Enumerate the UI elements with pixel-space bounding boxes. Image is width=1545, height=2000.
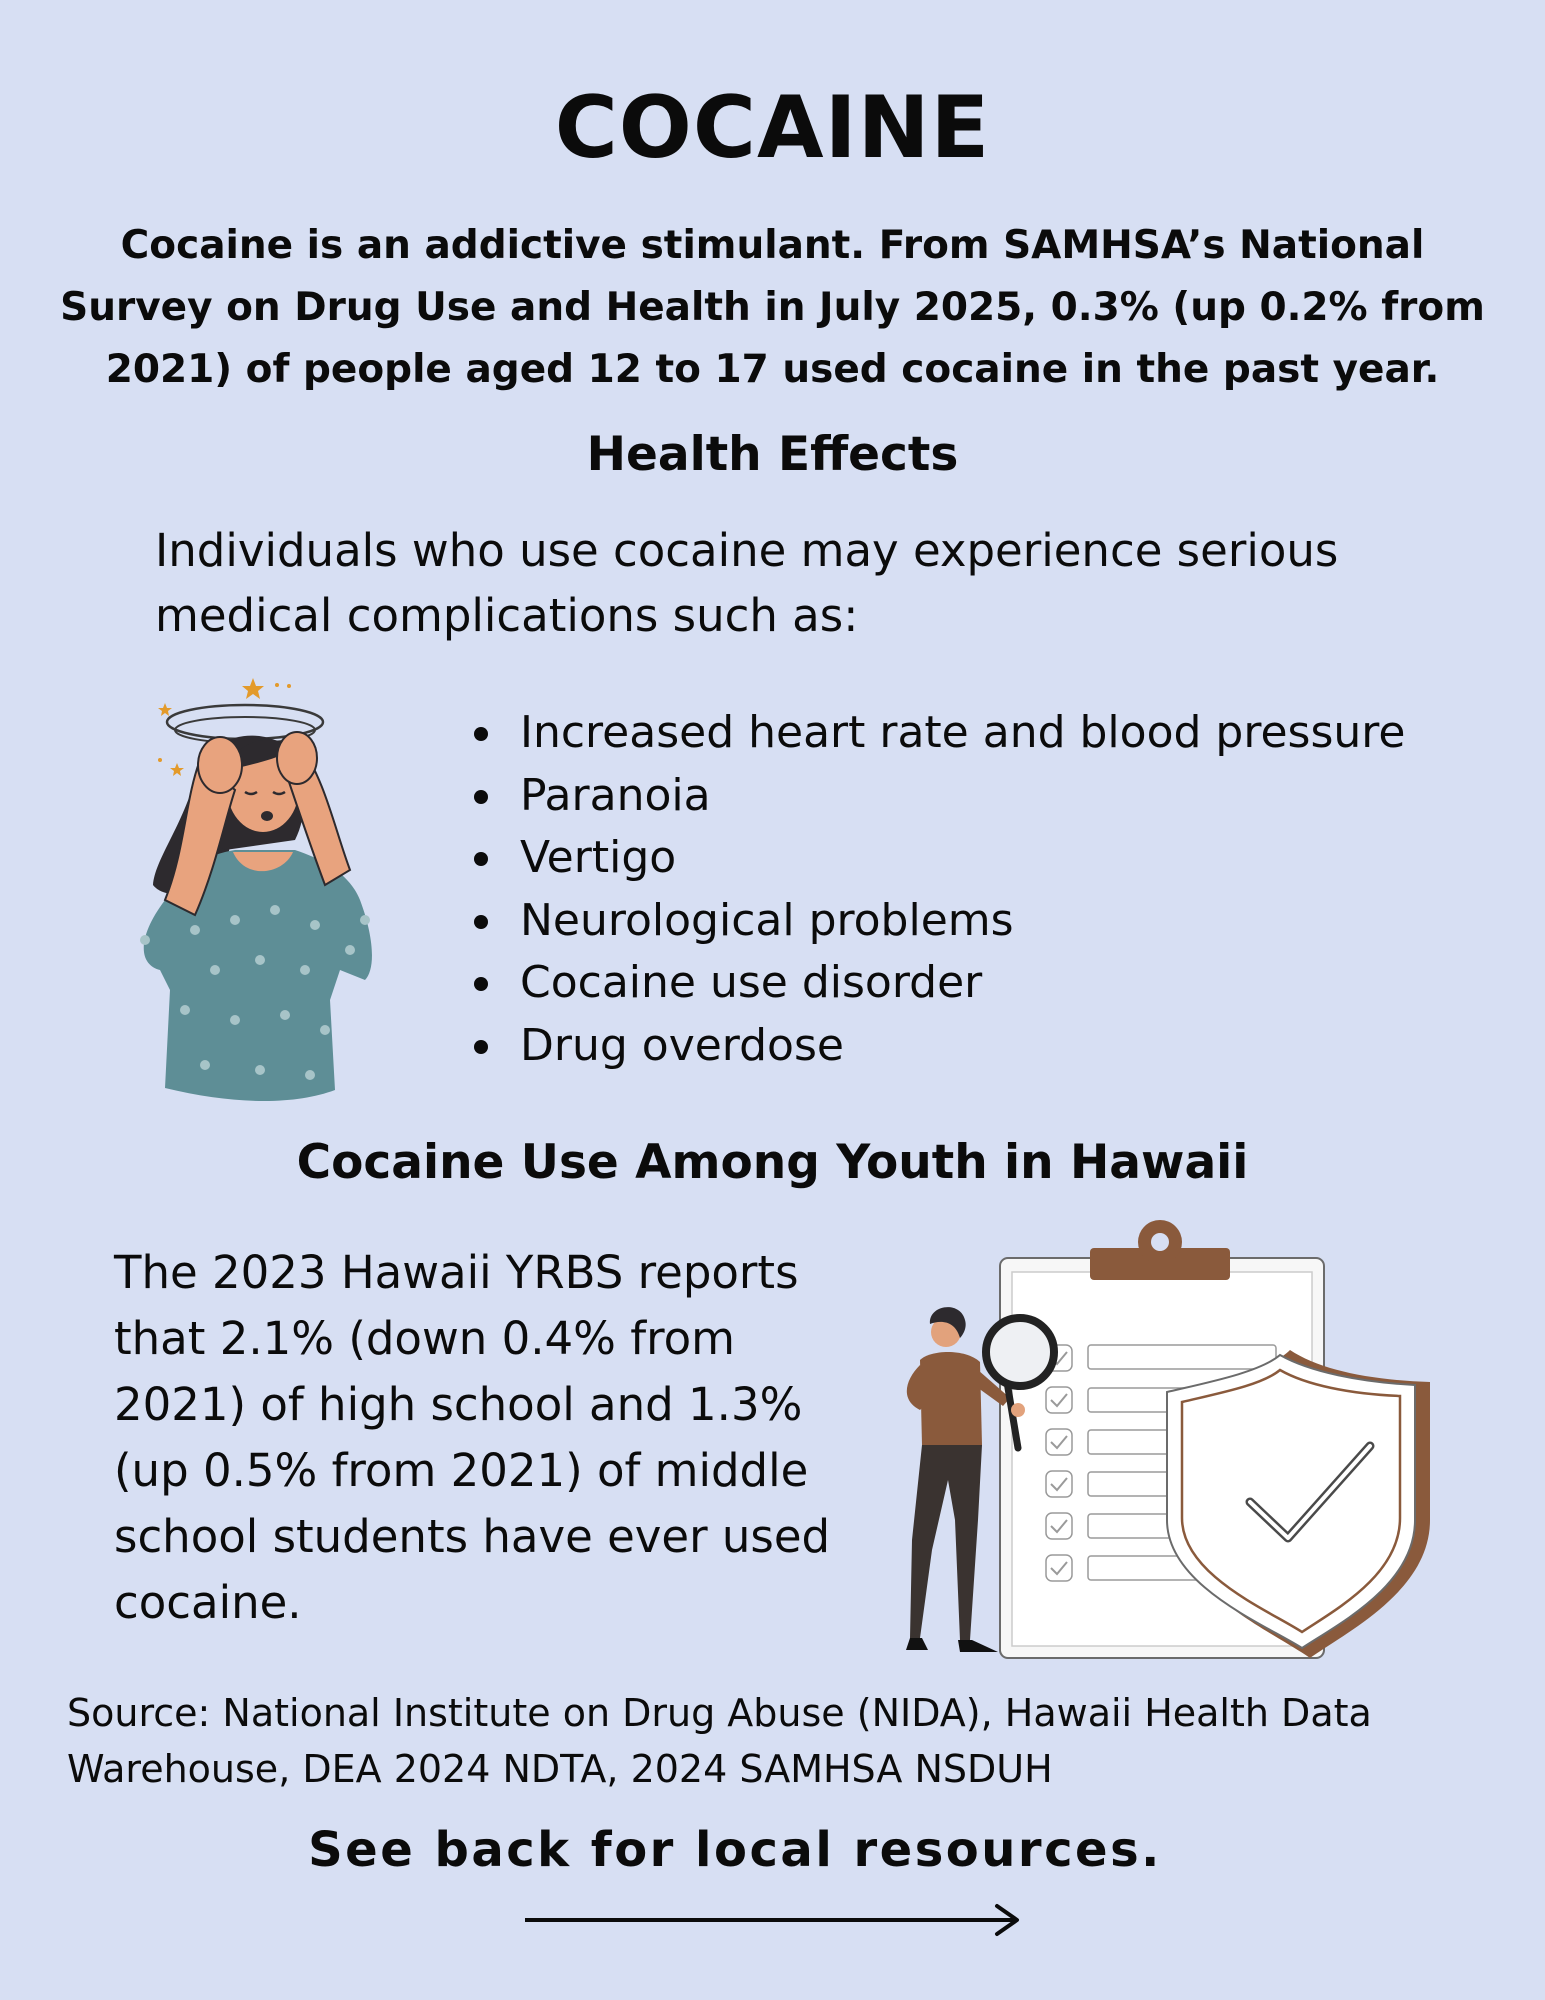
list-item-text: Paranoia [520,769,711,821]
list-item [470,1015,1510,1078]
youth-line: 2021) of high school and 1.3% [114,1378,803,1431]
intro-line: Cocaine is an addictive stimulant. From SAMHSA’s National [120,223,1425,268]
bullet-icon [474,1040,488,1054]
intro-line: 2021) of people aged 12 to 17 used cocaine in the past year. [105,347,1440,392]
bullet-icon [474,790,488,804]
list-item [470,827,1510,890]
list-item [470,702,1510,765]
list-item [470,765,1510,828]
checklist-shield-illustration [870,1220,1435,1660]
list-item-text: Neurological problems [520,894,1014,946]
intro-paragraph [40,215,1505,401]
health-effects-intro [155,518,1415,648]
intro-line: Survey on Drug Use and Health in July 2025, 0.3% (up 0.2% from [60,285,1485,330]
youth-line: school students have ever used [114,1510,831,1563]
list-item-text: Cocaine use disorder [520,957,983,1008]
list-item-text: Vertigo [520,832,677,883]
youth-heading: Cocaine Use Among Youth in Hawaii [296,1135,1249,1190]
page-title: COCAINE [554,78,991,178]
list-item [470,952,1510,1015]
arrow-right-icon [525,1902,1025,1938]
health-intro-line: medical complications such as: [155,589,859,642]
bullet-icon [474,977,488,991]
list-item-text: Drug overdose [520,1019,844,1071]
youth-line: The 2023 Hawaii YRBS reports [114,1246,799,1299]
youth-line: cocaine. [114,1576,302,1629]
source-line: Warehouse, DEA 2024 NDTA, 2024 SAMHSA NSDUH [67,1747,1053,1791]
bullet-icon [474,727,488,741]
health-effects-heading: Health Effects [586,427,959,482]
health-effects-list [470,702,1510,1077]
list-item [470,890,1510,953]
youth-paragraph [114,1240,874,1636]
health-intro-line: Individuals who use cocaine may experience serious [155,524,1339,577]
bullet-icon [474,915,488,929]
youth-line: that 2.1% (down 0.4% from [114,1312,735,1365]
dizzy-woman-illustration [125,670,395,1110]
source-citation [67,1685,1487,1797]
list-item-text: Increased heart rate and blood pressure [520,707,1406,758]
youth-line: (up 0.5% from 2021) of middle [114,1444,809,1497]
back-resources-callout: See back for local resources. [308,1822,1162,1878]
source-line: Source: National Institute on Drug Abuse (NIDA), Hawaii Health Data [67,1691,1372,1735]
bullet-icon [474,852,488,866]
